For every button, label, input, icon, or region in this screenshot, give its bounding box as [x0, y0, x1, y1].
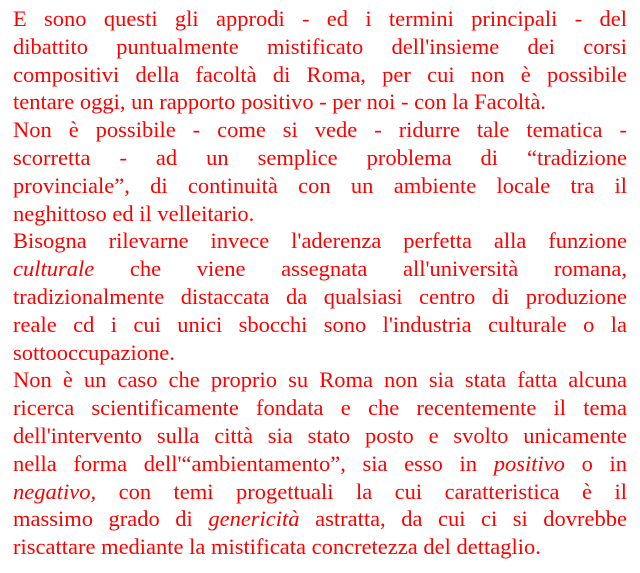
text-segment: neghittoso ed il velleitario. — [13, 200, 255, 226]
text-line — [13, 478, 627, 506]
text-segment: che viene assegnata all'università romana, — [94, 256, 627, 282]
text-segment: riscattare mediante la mistificata concretezza del dettaglio. — [13, 534, 541, 560]
text-segment: massimo grado di — [13, 506, 209, 532]
paragraph — [13, 116, 627, 227]
text-line — [13, 311, 627, 339]
text-segment: provinciale”, di continuità con un ambiente locale tra il — [13, 172, 627, 198]
text-line — [13, 450, 627, 478]
italic-text: culturale — [13, 256, 95, 282]
text-line — [13, 366, 627, 394]
text-line — [13, 422, 627, 450]
text-segment: tentare oggi, un rapporto positivo - per noi - con la Facoltà. — [13, 89, 546, 115]
text-line — [13, 339, 627, 367]
text-segment: dibattito puntualmente mistificato dell'insieme dei corsi — [13, 33, 627, 59]
text-segment: Non è possibile - come si vede - ridurre tale tematica - — [13, 117, 627, 143]
document-body — [13, 5, 627, 561]
text-line — [13, 144, 627, 172]
text-line — [13, 61, 627, 89]
text-line — [13, 255, 627, 283]
paragraph — [13, 227, 627, 366]
text-segment: Non è un caso che proprio su Roma non sia stata fatta alcuna — [13, 367, 627, 393]
text-segment: E sono questi gli approdi - ed i termini principali - del — [13, 6, 627, 31]
text-line — [13, 172, 627, 200]
text-segment: Bisogna rilevarne invece l'aderenza perfetta alla funzione — [13, 228, 627, 254]
paragraph — [13, 5, 627, 116]
text-segment: compositivi della facoltà di Roma, per cui non è possibile — [13, 61, 627, 87]
text-line — [13, 88, 627, 116]
text-segment: scorretta - ad un semplice problema di “tradizione — [13, 144, 627, 170]
text-segment: nella forma dell'“ambientamento”, sia esso in — [13, 450, 494, 476]
italic-text: negativo, — [13, 478, 97, 504]
text-segment: ricerca scientificamente fondata e che recentemente il tema — [13, 395, 627, 421]
text-segment: astratta, da cui ci si dovrebbe — [299, 506, 628, 532]
italic-text: genericità — [208, 506, 300, 532]
text-line — [13, 33, 627, 61]
italic-text: positivo — [493, 450, 565, 476]
text-segment: con temi progettuali la cui caratteristica è il — [96, 478, 627, 504]
text-line — [13, 533, 627, 561]
text-line — [13, 394, 627, 422]
text-line — [13, 5, 627, 33]
text-line — [13, 116, 627, 144]
text-segment: sottooccupazione. — [13, 339, 175, 365]
text-line — [13, 283, 627, 311]
text-segment: reale cd i cui unici sbocchi sono l'industria culturale o la — [13, 311, 627, 337]
text-line — [13, 200, 627, 228]
text-segment: o in — [564, 450, 627, 476]
text-segment: tradizionalmente distaccata da qualsiasi centro di produzione — [13, 283, 627, 309]
paragraph — [13, 366, 627, 561]
text-line — [13, 505, 627, 533]
text-segment: dell'intervento sulla città sia stato posto e svolto unicamente — [13, 422, 627, 448]
text-line — [13, 227, 627, 255]
